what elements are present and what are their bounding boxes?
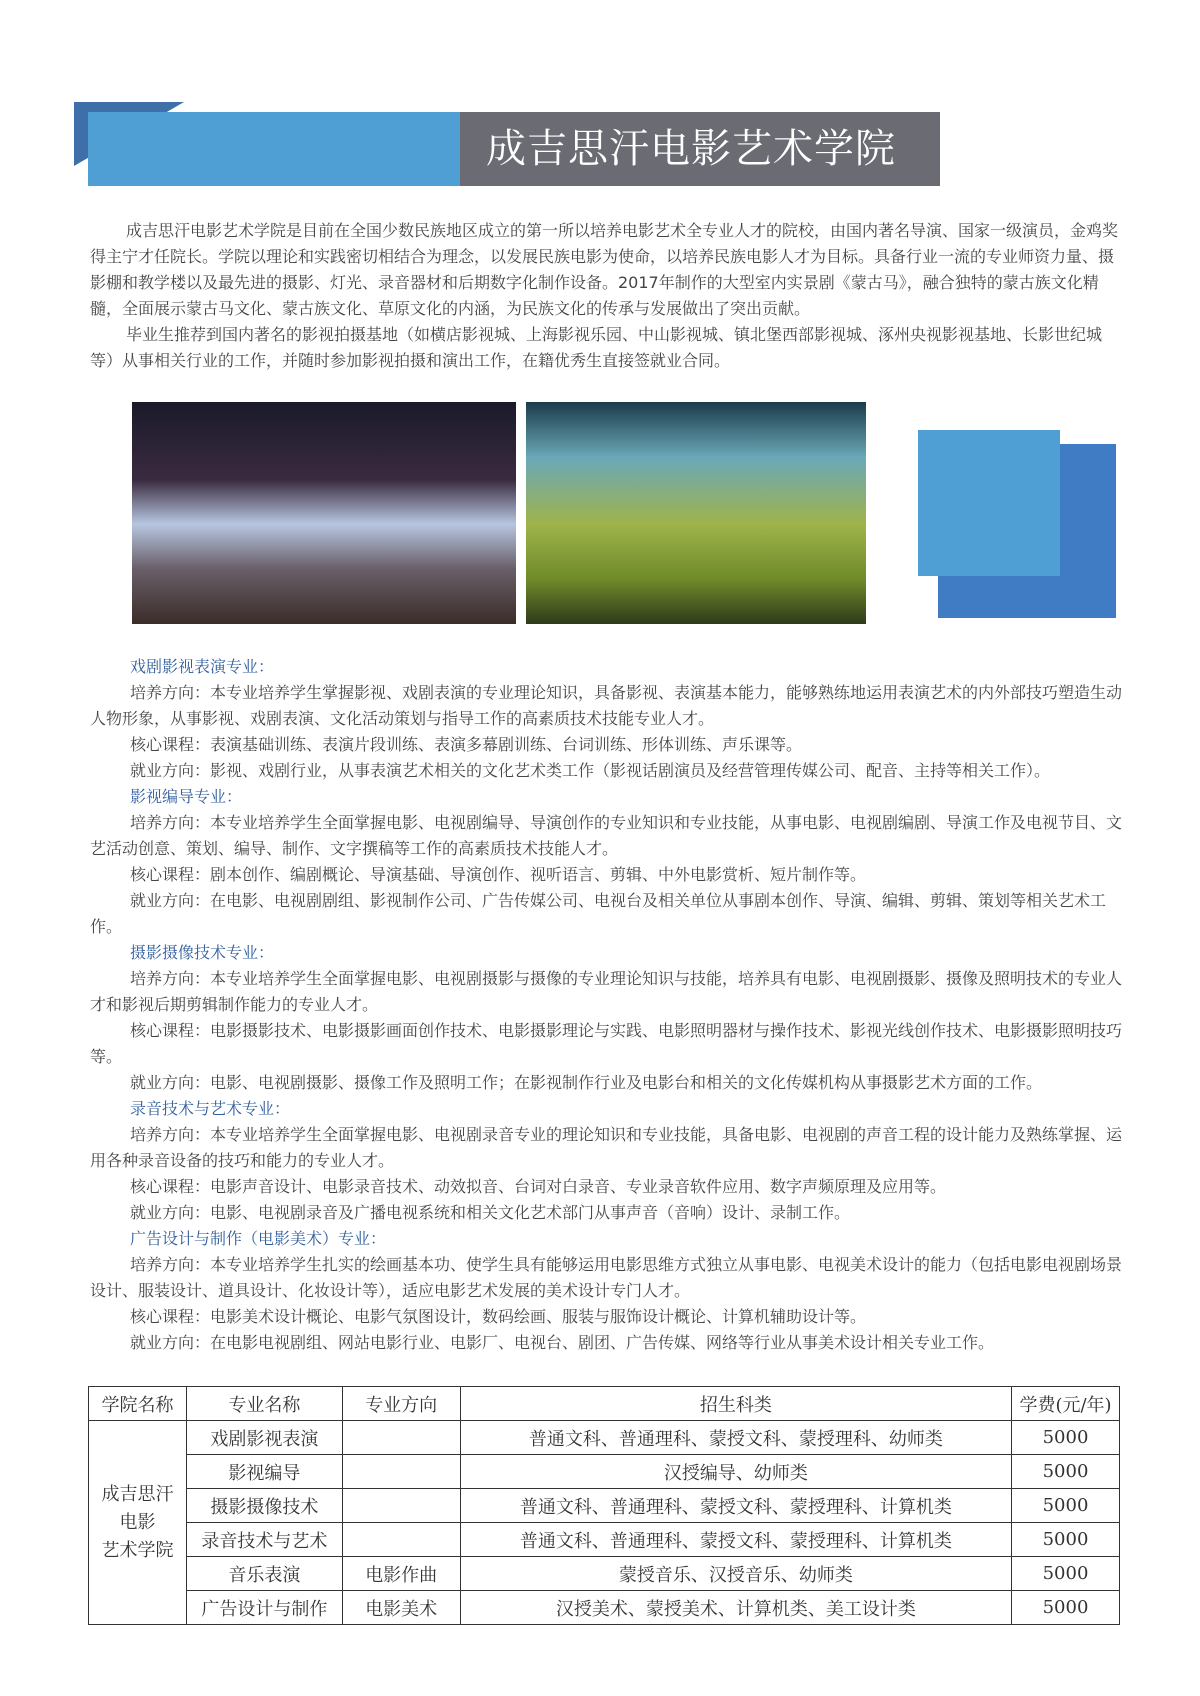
major-cell: 音乐表演	[186, 1557, 342, 1591]
major-line: 核心课程：电影美术设计概论、电影气氛图设计，数码绘画、服装与服饰设计概论、计算机辅助设计等。	[130, 1307, 867, 1326]
direction-cell	[342, 1421, 460, 1455]
fee-cell: 5000	[1012, 1455, 1120, 1489]
table-row	[89, 1489, 1120, 1523]
major-line: 就业方向：影视、戏剧行业，从事表演艺术相关的文化艺术类工作（影视话剧演员及经营管理传媒公司、配音、主持等相关工作）。	[130, 761, 1051, 780]
table-row	[89, 1523, 1120, 1557]
major-line: 就业方向：在电影电视剧组、网站电影行业、电影厂、电视台、剧团、广告传媒、网络等行业从事美术设计相关专业工作。	[130, 1333, 995, 1352]
major-heading: 录音技术与艺术专业：	[130, 1099, 291, 1118]
categories-cell: 汉授美术、蒙授美术、计算机类、美工设计类	[460, 1591, 1011, 1625]
major-cell: 影视编导	[186, 1455, 342, 1489]
page-title: 成吉思汗电影艺术学院	[486, 126, 896, 172]
fee-cell: 5000	[1012, 1421, 1120, 1455]
major-drama-performance	[90, 654, 1130, 784]
intro-paragraph: 毕业生推荐到国内著名的影视拍摄基地（如横店影视城、上海影视乐园、中山影视城、镇北堡西部影视城、涿州央视影视基地、长影世纪城等）从事相关行业的工作，并随时参加影视拍摄和演出工作，在籍优秀生直接签就业合同。	[90, 325, 1103, 370]
major-cell: 戏剧影视表演	[186, 1421, 342, 1455]
header-direction: 专业方向	[342, 1387, 460, 1421]
title-banner	[74, 102, 940, 186]
stage-photo-horses	[132, 402, 516, 624]
categories-cell: 普通文科、普通理科、蒙授文科、蒙授理科、计算机类	[460, 1489, 1011, 1523]
direction-cell: 电影美术	[342, 1591, 460, 1625]
header-fee: 学费(元/年)	[1012, 1387, 1120, 1421]
major-ad-design	[90, 1226, 1130, 1356]
header-categories: 招生科类	[460, 1387, 1011, 1421]
major-cell: 摄影摄像技术	[186, 1489, 342, 1523]
fee-cell: 5000	[1012, 1557, 1120, 1591]
major-line: 核心课程：表演基础训练、表演片段训练、表演多幕剧训练、台词训练、形体训练、声乐课等。	[130, 735, 803, 754]
major-heading: 戏剧影视表演专业：	[130, 657, 275, 676]
major-line: 核心课程：电影摄影技术、电影摄影画面创作技术、电影摄影理论与实践、电影照明器材与操作技术、影视光线创作技术、电影摄影照明技巧等。	[90, 1021, 1123, 1066]
table-header-row	[89, 1387, 1120, 1421]
intro-section	[90, 218, 1120, 374]
major-line: 就业方向：电影、电视剧录音及广播电视系统和相关文化艺术部门从事声音（音响）设计、录制工作。	[130, 1203, 851, 1222]
header-college: 学院名称	[89, 1387, 187, 1421]
categories-cell: 普通文科、普通理科、蒙授文科、蒙授理科、幼师类	[460, 1421, 1011, 1455]
tuition-table	[88, 1386, 1120, 1625]
college-name-line: 艺术学院	[101, 1539, 174, 1561]
decorative-square-light	[918, 430, 1060, 576]
categories-cell: 汉授编导、幼师类	[460, 1455, 1011, 1489]
direction-cell	[342, 1455, 460, 1489]
major-line: 培养方向：本专业培养学生扎实的绘画基本功、使学生具有能够运用电影思维方式独立从事电影、电视美术设计的能力（包括电影电视剧场景设计、服装设计、道具设计、化妆设计等），适应电影艺术发展的美术设计专门人才。	[90, 1255, 1123, 1300]
major-heading: 摄影摄像技术专业：	[130, 943, 275, 962]
categories-cell: 普通文科、普通理科、蒙授文科、蒙授理科、计算机类	[460, 1523, 1011, 1557]
college-name-cell	[89, 1421, 187, 1625]
header-major: 专业名称	[186, 1387, 342, 1421]
major-line: 培养方向：本专业培养学生全面掌握电影、电视剧摄影与摄像的专业理论知识与技能，培养具有电影、电视剧摄影、摄像及照明技术的专业人才和影视后期剪辑制作能力的专业人才。	[90, 969, 1123, 1014]
major-line: 培养方向：本专业培养学生全面掌握电影、电视剧编导、导演创作的专业知识和专业技能，从事电影、电视剧编剧、导演工作及电视节目、文艺活动创意、策划、编导、制作、文字撰稿等工作的高素质技术技能人才。	[90, 813, 1123, 858]
table-row	[89, 1421, 1120, 1455]
fee-cell: 5000	[1012, 1591, 1120, 1625]
stage-photo-riders	[526, 402, 866, 624]
major-line: 就业方向：电影、电视剧摄影、摄像工作及照明工作；在影视制作行业及电影台和相关的文化传媒机构从事摄影艺术方面的工作。	[130, 1073, 1043, 1092]
table-row	[89, 1557, 1120, 1591]
major-line: 培养方向：本专业培养学生掌握影视、戏剧表演的专业理论知识，具备影视、表演基本能力，能够熟练地运用表演艺术的内外部技巧塑造生动人物形象，从事影视、戏剧表演、文化活动策划与指导工作的高素质技术技能专业人才。	[90, 683, 1123, 728]
major-line: 培养方向：本专业培养学生全面掌握电影、电视剧录音专业的理论知识和专业技能，具备电影、电视剧的声音工程的设计能力及熟练掌握、运用各种录音设备的技巧和能力的专业人才。	[90, 1125, 1123, 1170]
intro-paragraph: 成吉思汗电影艺术学院是目前在全国少数民族地区成立的第一所以培养电影艺术全专业人才的院校，由国内著名导演、国家一级演员，金鸡奖得主宁才任院长。学院以理论和实践密切相结合为理念，以发展民族电影为使命，以培养民族电影人才为目标。具备行业一流的专业师资力量、摄影棚和教学楼以及最先进的摄影、灯光、录音器材和后期数字化制作设备。2017年制作的大型室内实景剧《蒙古马》，融合独特的蒙古族文化精髓，全面展示蒙古马文化、蒙古族文化、草原文化的内涵，为民族文化的传承与发展做出了突出贡献。	[90, 221, 1119, 318]
major-line: 就业方向：在电影、电视剧剧组、影视制作公司、广告传媒公司、电视台及相关单位从事剧本创作、导演、编辑、剪辑、策划等相关艺术工作。	[90, 891, 1107, 936]
major-line: 核心课程：剧本创作、编剧概论、导演基础、导演创作、视听语言、剪辑、中外电影赏析、短片制作等。	[130, 865, 867, 884]
direction-cell	[342, 1489, 460, 1523]
major-photography	[90, 940, 1130, 1096]
categories-cell: 蒙授音乐、汉授音乐、幼师类	[460, 1557, 1011, 1591]
fee-cell: 5000	[1012, 1489, 1120, 1523]
college-name-line: 成吉思汗电影	[101, 1483, 174, 1533]
direction-cell: 电影作曲	[342, 1557, 460, 1591]
table-row	[89, 1455, 1120, 1489]
major-heading: 影视编导专业：	[130, 787, 243, 806]
major-cell: 录音技术与艺术	[186, 1523, 342, 1557]
direction-cell	[342, 1523, 460, 1557]
table-row	[89, 1591, 1120, 1625]
major-cell: 广告设计与制作	[186, 1591, 342, 1625]
majors-section	[90, 654, 1130, 1356]
major-line: 核心课程：电影声音设计、电影录音技术、动效拟音、台词对白录音、专业录音软件应用、数字声频原理及应用等。	[130, 1177, 947, 1196]
major-heading: 广告设计与制作（电影美术）专业：	[130, 1229, 387, 1248]
major-film-directing	[90, 784, 1130, 940]
major-sound-recording	[90, 1096, 1130, 1226]
fee-cell: 5000	[1012, 1523, 1120, 1557]
